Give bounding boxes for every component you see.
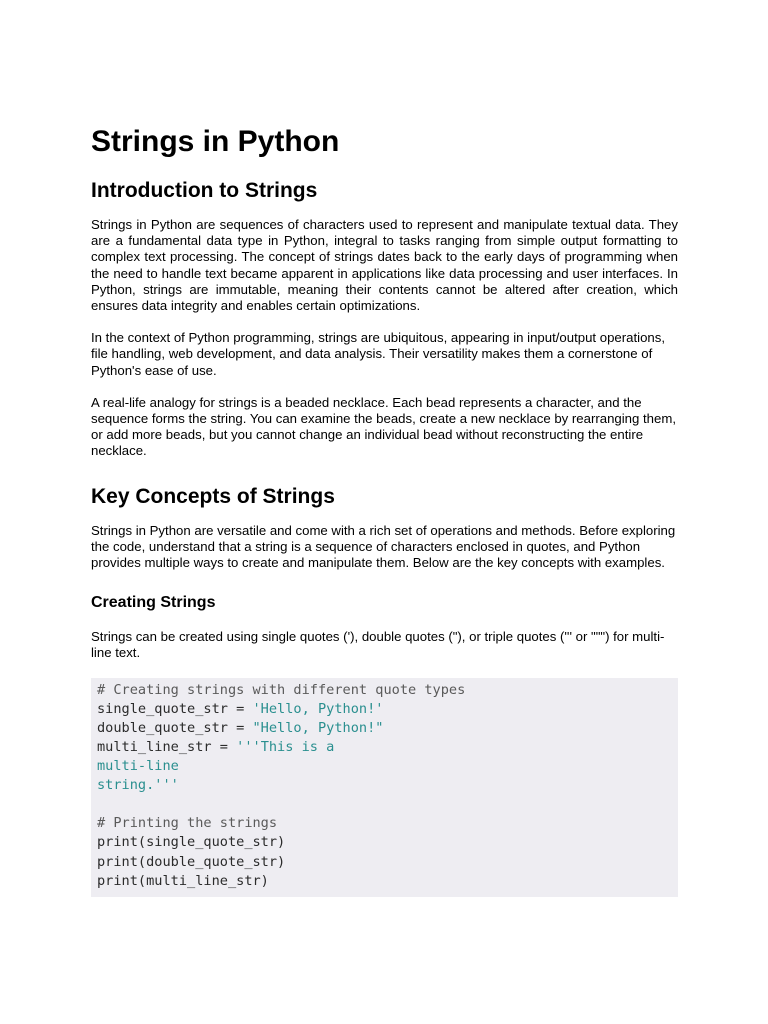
code-comment: # Creating strings with different quote types [97, 681, 466, 698]
intro-paragraph-1: Strings in Python are sequences of characters used to represent and manipulate textual data. They are a fundamental data type in Python, integral to tasks ranging from simple output formatting to complex text processing. The concept of strings dates back to the early days of programming when the need to handle text became apparent in applications like data processing and user interfaces. In Python, strings are immutable, meaning their contents cannot be altered after creation, which ensures data integrity and enables certain optimizations. [91, 217, 678, 314]
code-string-literal: 'Hello, Python!' [252, 700, 384, 717]
code-string-literal: '''This is a [236, 738, 335, 755]
code-block [91, 678, 678, 897]
key-concepts-paragraph: Strings in Python are versatile and come with a rich set of operations and methods. Before exploring the code, understand that a string is a sequence of characters enclosed in quotes, and Python provides multiple ways to create and manipulate them. Below are the key concepts with examples. [91, 522, 676, 571]
intro-paragraph-2: In the context of Python programming, strings are ubiquitous, appearing in input/output operations, file handling, web development, and data analysis. Their versatility makes them a cornerstone of Python's ease of use. [91, 330, 666, 378]
code-blank-line [97, 795, 672, 814]
code-text: single_quote_str = [97, 700, 253, 717]
code-line [97, 738, 672, 757]
code-string-literal: multi-line [97, 758, 179, 775]
code-line: print(single_quote_str) [97, 834, 286, 851]
code-line: print(multi_line_str) [97, 872, 269, 889]
code-line [97, 700, 672, 719]
creating-strings-paragraph: Strings can be created using single quotes ('), double quotes ("), or triple quotes (''' or """) for multi-line text. [91, 629, 665, 661]
code-text: multi_line_str = [97, 738, 237, 755]
intro-paragraph-3: A real-life analogy for strings is a beaded necklace. Each bead represents a character, and the sequence forms the string. You can examine the beads, create a new necklace by rearranging them, or add more beads, but you cannot change an individual bead without reconstructing the entire necklace. [91, 394, 676, 459]
code-string-literal: "Hello, Python!" [252, 719, 384, 736]
code-line [97, 719, 672, 738]
intro-heading: Introduction to Strings [91, 179, 318, 202]
code-comment: # Printing the strings [97, 815, 278, 832]
creating-strings-heading: Creating Strings [91, 594, 216, 612]
page-title: Strings in Python [91, 125, 340, 158]
code-string-literal: string.''' [97, 777, 179, 794]
code-text: double_quote_str = [97, 719, 253, 736]
code-line: print(double_quote_str) [97, 853, 286, 870]
key-concepts-heading: Key Concepts of Strings [91, 484, 335, 508]
